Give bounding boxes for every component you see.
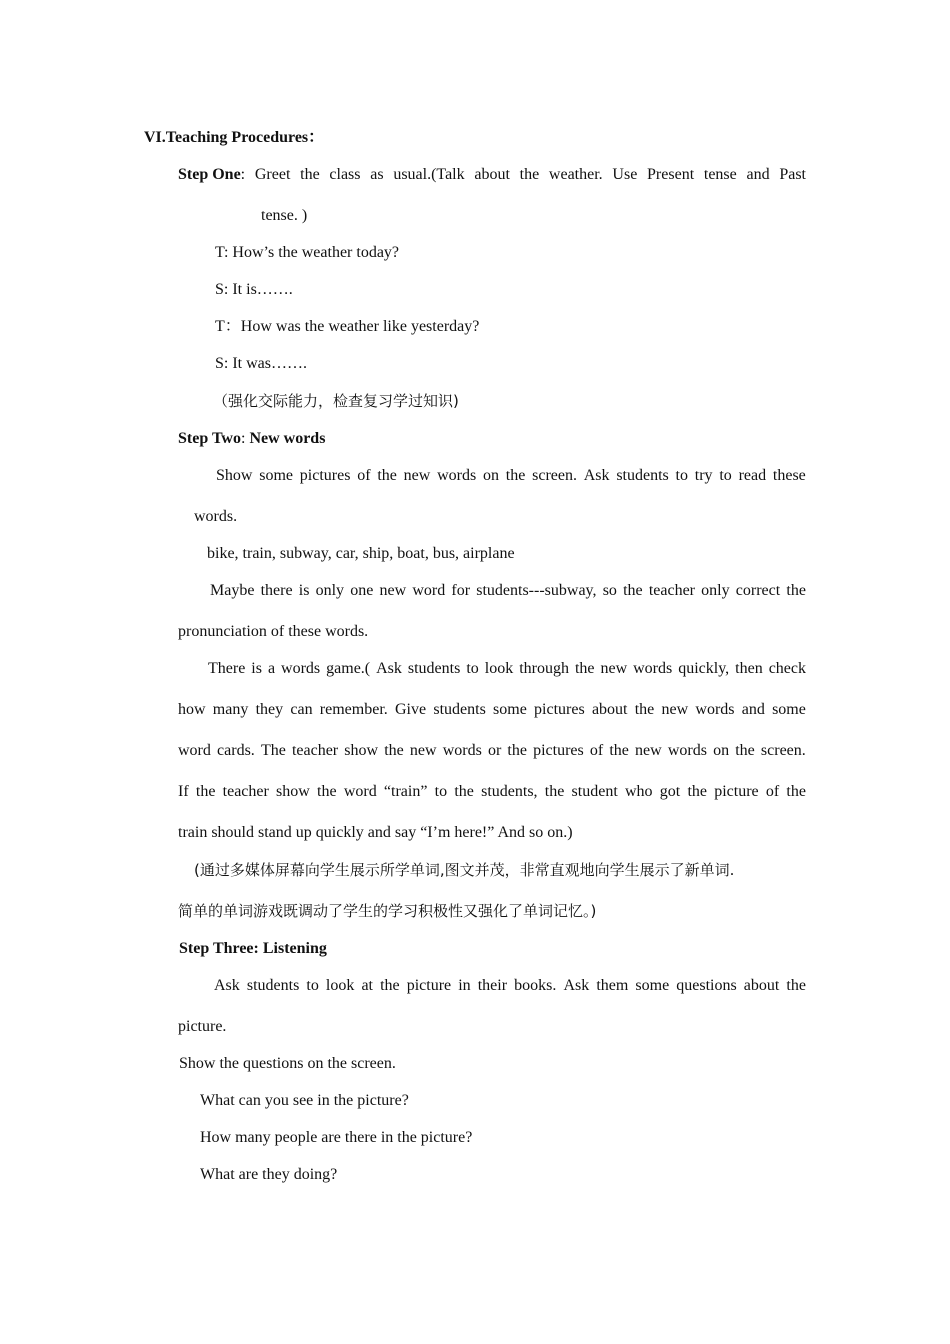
word: student bbox=[571, 783, 618, 800]
word: quickly, bbox=[678, 660, 730, 677]
word: words bbox=[633, 660, 673, 677]
word: there bbox=[260, 582, 293, 599]
step-one-line-1 bbox=[178, 165, 806, 185]
word: about bbox=[591, 701, 628, 718]
word: some bbox=[772, 701, 806, 718]
word: on bbox=[483, 467, 499, 484]
word: or bbox=[487, 742, 502, 759]
step-two-note-line-2: 简单的单词游戏既调动了学生的学习积极性又强化了单词记忆。) bbox=[178, 902, 597, 920]
word: words bbox=[695, 701, 735, 718]
word: for bbox=[451, 582, 471, 599]
step-one-label-group: Step One: bbox=[178, 166, 246, 183]
word: the bbox=[454, 783, 474, 800]
word: only bbox=[315, 582, 345, 599]
word: show bbox=[344, 742, 379, 759]
step-one-label: Step One bbox=[178, 166, 241, 183]
word: the bbox=[786, 783, 806, 800]
word: to bbox=[719, 467, 732, 484]
word: of bbox=[357, 467, 371, 484]
word: students bbox=[246, 977, 300, 994]
word: about bbox=[474, 166, 510, 183]
dialogue-line: S: It was……. bbox=[215, 355, 307, 372]
word: Ask bbox=[563, 977, 590, 994]
step-three-p1-line-2: picture. bbox=[178, 1018, 227, 1035]
word: the bbox=[505, 467, 526, 484]
word: Past bbox=[779, 166, 806, 183]
word: some bbox=[635, 977, 670, 994]
section-heading: VI.Teaching Procedures： bbox=[144, 129, 325, 146]
word: new bbox=[661, 701, 689, 718]
step-two-heading: Step Two: New words bbox=[178, 430, 326, 447]
word: words bbox=[437, 467, 477, 484]
word: the bbox=[634, 701, 655, 718]
step-one-note: （强化交际能力，检查复习学过知识) bbox=[213, 392, 459, 410]
word: as bbox=[370, 166, 384, 183]
word: Greet bbox=[254, 166, 291, 183]
step-two-p3-line-4 bbox=[178, 782, 806, 802]
step-two-p3-line-5: train should stand up quickly and say “I’m here!” And so on.) bbox=[178, 824, 573, 841]
word: the bbox=[735, 742, 755, 759]
word: the bbox=[623, 582, 643, 599]
word: of bbox=[765, 783, 780, 800]
word: look bbox=[484, 660, 514, 677]
word: words bbox=[442, 742, 482, 759]
word: cards. bbox=[217, 742, 255, 759]
word: students, bbox=[481, 783, 538, 800]
word: then bbox=[735, 660, 763, 677]
word: the bbox=[544, 783, 565, 800]
word: picture bbox=[406, 977, 452, 994]
word: to bbox=[466, 660, 479, 677]
dialogue-line: S: It is……. bbox=[215, 281, 293, 298]
word: about bbox=[743, 977, 780, 994]
word: Ask bbox=[214, 977, 240, 994]
word: pictures bbox=[534, 701, 585, 718]
word: word bbox=[178, 742, 211, 759]
question-item: What can you see in the picture? bbox=[200, 1092, 409, 1109]
question-item: How many people are there in the picture? bbox=[200, 1129, 473, 1146]
word: class bbox=[329, 166, 361, 183]
word: these bbox=[772, 467, 806, 484]
word: the bbox=[300, 166, 320, 183]
dialogue-line: T：How was the weather like yesterday? bbox=[215, 318, 480, 335]
word: who bbox=[624, 783, 653, 800]
word: new bbox=[409, 742, 437, 759]
word: in bbox=[458, 977, 471, 994]
word: some bbox=[493, 701, 527, 718]
dialogue-line: T: How’s the weather today? bbox=[215, 244, 400, 261]
word: the bbox=[786, 582, 806, 599]
word: try bbox=[694, 467, 713, 484]
word: word bbox=[412, 582, 446, 599]
word: Use bbox=[612, 166, 638, 183]
word: so bbox=[602, 582, 617, 599]
word: through bbox=[519, 660, 569, 677]
word: Maybe bbox=[210, 582, 255, 599]
word: the bbox=[786, 977, 806, 994]
word: books. bbox=[514, 977, 557, 994]
word: “train” bbox=[383, 783, 428, 800]
word: word bbox=[343, 783, 377, 800]
word: is bbox=[298, 582, 310, 599]
word: is bbox=[251, 660, 262, 677]
word: words bbox=[281, 660, 321, 677]
word: they bbox=[255, 701, 284, 718]
word: Ask bbox=[583, 467, 610, 484]
step-two-p3-line-2 bbox=[178, 700, 806, 720]
word: questions bbox=[676, 977, 737, 994]
word: teacher bbox=[291, 742, 339, 759]
word: Ask bbox=[376, 660, 402, 677]
word: only bbox=[701, 582, 730, 599]
word: a bbox=[267, 660, 276, 677]
step-three-p2: Show the questions on the screen. bbox=[179, 1055, 396, 1072]
word: and bbox=[746, 166, 770, 183]
word: show bbox=[276, 783, 310, 800]
word: screen. bbox=[760, 742, 806, 759]
word: the bbox=[377, 467, 397, 484]
step-two-p2-line-1 bbox=[210, 581, 806, 601]
word: students bbox=[407, 660, 461, 677]
word: the bbox=[384, 742, 404, 759]
word: remember. bbox=[319, 701, 388, 718]
word: new bbox=[600, 660, 628, 677]
step-two-title: New words bbox=[249, 430, 326, 447]
word: can bbox=[290, 701, 313, 718]
word: at bbox=[361, 977, 373, 994]
word: check bbox=[768, 660, 806, 677]
word: If bbox=[178, 783, 189, 800]
word: There bbox=[208, 660, 246, 677]
step-two-p2-line-2: pronunciation of these words. bbox=[178, 623, 369, 640]
word: students bbox=[616, 467, 669, 484]
step-two-p1-line-2: words. bbox=[194, 508, 238, 525]
word: pictures bbox=[299, 467, 351, 484]
word: their bbox=[477, 977, 508, 994]
word: got bbox=[659, 783, 681, 800]
word: how bbox=[178, 701, 206, 718]
word: look bbox=[325, 977, 355, 994]
step-three-heading: Step Three: Listening bbox=[179, 940, 327, 957]
word: some bbox=[259, 467, 294, 484]
word: of bbox=[589, 742, 604, 759]
step-one-line-2: tense. ) bbox=[261, 207, 308, 224]
word: the bbox=[574, 660, 595, 677]
word: Show bbox=[216, 467, 253, 484]
step-two-note-line-1: (通过多媒体屏幕向学生展示所学单词,图文并茂，非常直观地向学生展示了新单词. bbox=[194, 861, 735, 879]
word: students---subway, bbox=[476, 582, 597, 599]
word: teacher bbox=[222, 783, 269, 800]
word: many bbox=[212, 701, 249, 718]
word: to bbox=[675, 467, 688, 484]
word: the bbox=[380, 977, 400, 994]
word: screen. bbox=[532, 467, 577, 484]
word: the bbox=[507, 742, 527, 759]
step-two-label: Step Two bbox=[178, 430, 241, 447]
word: words bbox=[667, 742, 707, 759]
word: teacher bbox=[648, 582, 695, 599]
step-two-p3-line-3 bbox=[178, 741, 806, 761]
word: Present bbox=[647, 166, 695, 183]
word: to bbox=[306, 977, 319, 994]
word: Give bbox=[395, 701, 427, 718]
word: pictures bbox=[533, 742, 584, 759]
word-list: bike, train, subway, car, ship, boat, bus, airplane bbox=[207, 545, 515, 562]
word: game.( bbox=[326, 660, 371, 677]
word: the bbox=[317, 783, 337, 800]
word: the bbox=[687, 783, 707, 800]
step-two-p3-line-1 bbox=[208, 659, 806, 679]
word: on bbox=[713, 742, 730, 759]
word: the bbox=[519, 166, 540, 183]
word: new bbox=[379, 582, 407, 599]
word: usual.(Talk bbox=[393, 166, 465, 183]
word: them bbox=[596, 977, 629, 994]
word: the bbox=[195, 783, 216, 800]
word: students bbox=[433, 701, 486, 718]
word: correct bbox=[735, 582, 781, 599]
word: the bbox=[609, 742, 629, 759]
step-three-p1-line-1 bbox=[214, 976, 806, 996]
word: to bbox=[434, 783, 448, 800]
word: weather. bbox=[548, 166, 603, 183]
word: The bbox=[260, 742, 286, 759]
word: and bbox=[741, 701, 765, 718]
question-item: What are they doing? bbox=[200, 1166, 338, 1183]
word: new bbox=[635, 742, 662, 759]
word: picture bbox=[714, 783, 759, 800]
word: new bbox=[403, 467, 431, 484]
word: read bbox=[738, 467, 767, 484]
word: tense bbox=[703, 166, 737, 183]
step-two-p1-line-1 bbox=[216, 466, 806, 486]
word: one bbox=[350, 582, 374, 599]
